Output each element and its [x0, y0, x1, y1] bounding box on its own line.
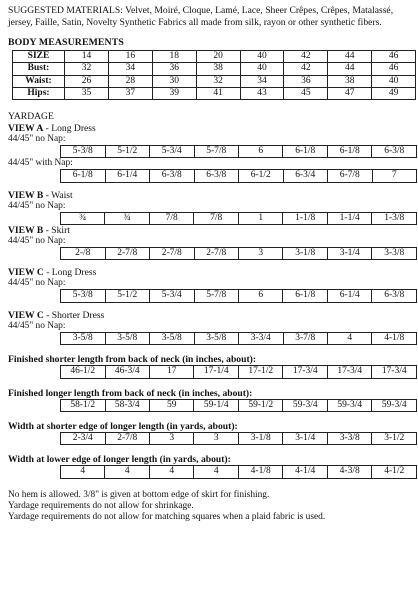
value-cell: 3-1/8	[283, 247, 328, 259]
measurement-cell: 38	[328, 75, 372, 87]
value-cell: 3-1/4	[283, 432, 328, 444]
value-cell: 2-7/8	[194, 247, 239, 259]
measurement-cell: 20	[196, 50, 240, 62]
view-b-waist-row	[60, 212, 417, 225]
measurement-cell: 46	[372, 50, 416, 62]
value-cell: 6-3/8	[372, 290, 417, 302]
measurement-row	[13, 75, 416, 87]
value-cell: 3-1/8	[238, 432, 283, 444]
measurement-cell: 26	[65, 75, 109, 87]
width-lower-edge-row	[60, 465, 417, 478]
value-cell: 5-1/2	[105, 290, 150, 302]
value-cell: 1-1/4	[327, 212, 372, 224]
value-cell: 3-1/2	[372, 432, 417, 444]
value-cell: 5-3/8	[61, 145, 106, 157]
view-a-with-nap-label: 44/45" with Nap:	[8, 158, 73, 169]
value-cell: 6-1/8	[283, 145, 328, 157]
measurement-cell: 28	[108, 75, 152, 87]
value-cell: 7	[372, 170, 417, 182]
value-cell: 3-3/8	[327, 432, 372, 444]
finished-shorter-length-heading: Finished shorter length from back of neck (in inches, about):	[8, 354, 257, 366]
value-cell: 4-1/2	[372, 466, 417, 478]
measurement-row-label: SIZE	[13, 50, 65, 62]
measurement-cell: 35	[65, 87, 109, 99]
view-b-skirt-title: VIEW B - Skirt	[8, 224, 70, 236]
value-cell: 1-1/8	[283, 212, 328, 224]
measurement-cell: 45	[284, 87, 328, 99]
view-b-skirt-label: 44/45" no Nap:	[8, 235, 66, 246]
value-cell: 3	[150, 432, 194, 444]
value-cell: 6-3/8	[150, 170, 195, 182]
measurement-cell: 39	[152, 87, 196, 99]
measurement-cell: 36	[284, 75, 328, 87]
measurement-cell: 43	[240, 87, 284, 99]
value-cell: 5-3/4	[150, 290, 195, 302]
note-shrinkage: Yardage requirements do not allow for shrinkage.	[8, 500, 194, 511]
view-b-waist-title: VIEW B - Waist	[8, 189, 73, 201]
measurement-cell: 44	[328, 50, 372, 62]
measurement-cell: 49	[372, 87, 416, 99]
measurement-row	[13, 87, 416, 99]
value-cell: 6-1/8	[61, 170, 106, 182]
notes	[8, 490, 410, 524]
measurement-cell: 41	[196, 87, 240, 99]
value-cell: 2-3/4	[61, 432, 106, 444]
value-cell: 6-1/8	[327, 145, 372, 157]
value-cell: 17-1/2	[238, 366, 283, 378]
value-cell: ¾	[105, 212, 149, 224]
value-cell: 6-3/8	[194, 170, 239, 182]
value-cell: 4-3/8	[327, 466, 372, 478]
value-cell: 6-1/4	[327, 290, 372, 302]
value-cell: 3-3/4	[239, 332, 284, 344]
value-cell: 6	[239, 145, 283, 157]
measurement-cell: 40	[372, 75, 416, 87]
value-cell: 46-3/4	[105, 366, 150, 378]
view-c-short-row	[60, 332, 417, 345]
value-cell: 59-3/4	[327, 399, 372, 411]
view-a-no-nap-row	[60, 145, 417, 158]
value-cell: 3	[194, 432, 238, 444]
view-c-long-row	[60, 289, 417, 302]
measurement-cell: 18	[152, 50, 196, 62]
measurement-cell: 32	[196, 75, 240, 87]
value-cell: 1-3/8	[372, 212, 417, 224]
measurement-cell: 37	[108, 87, 152, 99]
value-cell: 3	[239, 247, 283, 259]
view-b-waist-label: 44/45" no Nap:	[8, 200, 66, 211]
value-cell: 1	[238, 212, 282, 224]
value-cell: 6-1/8	[283, 290, 328, 302]
measurement-row	[13, 63, 416, 75]
view-a-with-nap-row	[60, 169, 417, 182]
value-cell: 17-3/4	[283, 366, 328, 378]
measurement-cell: 34	[108, 63, 152, 75]
width-shorter-edge-heading: Width at shorter edge of longer length (in yards, about):	[8, 420, 238, 432]
value-cell: 59-3/4	[372, 399, 417, 411]
value-cell: 46-1/2	[61, 366, 106, 378]
measurement-cell: 46	[372, 63, 416, 75]
value-cell: 59	[150, 399, 194, 411]
view-c-long-label: 44/45" no Nap:	[8, 278, 66, 289]
measurement-cell: 36	[152, 63, 196, 75]
measurement-row-label: Bust:	[13, 63, 65, 75]
value-cell: 3-5/8	[61, 332, 106, 344]
value-cell: 6-7/8	[328, 170, 373, 182]
measurement-cell: 42	[284, 50, 328, 62]
measurement-cell: 34	[240, 75, 284, 87]
value-cell: 6-1/4	[105, 170, 150, 182]
value-cell: 3-3/8	[372, 247, 417, 259]
value-cell: 3-1/4	[327, 247, 372, 259]
value-cell: 4-1/8	[372, 332, 417, 344]
value-cell: 4-1/4	[283, 466, 328, 478]
value-cell: 59-1/2	[238, 399, 283, 411]
note-hem: No hem is allowed. 3/8" is given at bottom edge of skirt for finishing.	[8, 489, 270, 500]
value-cell: 4	[61, 466, 105, 478]
yardage-heading: YARDAGE	[8, 111, 54, 123]
value-cell: 17-1/4	[194, 366, 239, 378]
measurement-row-label: Hips:	[13, 87, 65, 99]
value-cell: 2-/8	[61, 247, 106, 259]
body-measurements-heading: BODY MEASUREMENTS	[8, 37, 124, 48]
measurement-cell: 40	[240, 50, 284, 62]
value-cell: 5-7/8	[194, 290, 239, 302]
view-a-no-nap-label: 44/45" no Nap:	[8, 133, 66, 144]
value-cell: 6-3/8	[372, 145, 417, 157]
value-cell: 17-3/4	[372, 366, 417, 378]
value-cell: 3-5/8	[150, 332, 195, 344]
value-cell: 3-7/8	[283, 332, 328, 344]
value-cell: 2-7/8	[105, 247, 150, 259]
value-cell: 5-3/4	[150, 145, 195, 157]
value-cell: 5-3/8	[61, 290, 106, 302]
measurement-cell: 44	[328, 63, 372, 75]
note-plaid: Yardage requirements do not allow for matching squares when a plaid fabric is used.	[8, 512, 326, 523]
measurement-cell: 14	[65, 50, 109, 62]
measurement-cell: 16	[108, 50, 152, 62]
view-c-short-label: 44/45" no Nap:	[8, 320, 66, 331]
measurement-cell: 42	[284, 63, 328, 75]
value-cell: 4	[328, 332, 372, 344]
value-cell: 59-1/4	[194, 399, 239, 411]
measurement-cell: 40	[240, 63, 284, 75]
value-cell: 4	[149, 466, 193, 478]
value-cell: 4	[194, 466, 238, 478]
value-cell: 7/8	[194, 212, 239, 224]
measurement-cell: 47	[328, 87, 372, 99]
measurement-cell: 38	[196, 63, 240, 75]
view-b-skirt-row	[60, 247, 417, 260]
finished-longer-length-row	[60, 399, 417, 412]
value-cell: ¾	[61, 212, 105, 224]
measurement-cell: 30	[152, 75, 196, 87]
value-cell: 58-1/2	[61, 399, 106, 411]
value-cell: 6-3/4	[283, 170, 328, 182]
value-cell: 17	[150, 366, 194, 378]
value-cell: 5-7/8	[194, 145, 239, 157]
value-cell: 2-7/8	[105, 432, 150, 444]
value-cell: 59-3/4	[283, 399, 328, 411]
suggested-materials: SUGGESTED MATERIALS: Velvet, Moiré, Cloque, Lamé, Lace, Sheer Crêpes, Crêpes, Matalassé, jersey, Faille, Satin, Novelty Synthetic Fabrics all made from silk, rayon or other synthetic fibers.	[8, 5, 394, 28]
value-cell: 58-3/4	[105, 399, 150, 411]
width-shorter-edge-row	[60, 432, 417, 445]
finished-longer-length-heading: Finished longer length from back of neck (in inches, about):	[8, 387, 253, 399]
value-cell: 4	[105, 466, 149, 478]
width-lower-edge-heading: Width at lower edge of longer length (in yards, about):	[8, 454, 231, 466]
value-cell: 3-5/8	[105, 332, 150, 344]
view-a-title: VIEW A - Long Dress	[8, 122, 96, 134]
view-c-long-title: VIEW C - Long Dress	[8, 267, 97, 279]
value-cell: 5-1/2	[105, 145, 150, 157]
value-cell: 7/8	[149, 212, 194, 224]
value-cell: 2-7/8	[150, 247, 195, 259]
value-cell: 17-3/4	[327, 366, 372, 378]
measurement-cell: 32	[65, 63, 109, 75]
body-measurements-table	[12, 50, 416, 101]
value-cell: 6-1/2	[239, 170, 284, 182]
value-cell: 3-5/8	[194, 332, 239, 344]
measurement-row-label: Waist:	[13, 75, 65, 87]
finished-shorter-length-row	[60, 365, 417, 378]
value-cell: 4-1/8	[238, 466, 283, 478]
measurement-row	[13, 50, 416, 62]
view-c-short-title: VIEW C - Shorter Dress	[8, 309, 105, 321]
value-cell: 6	[239, 290, 283, 302]
